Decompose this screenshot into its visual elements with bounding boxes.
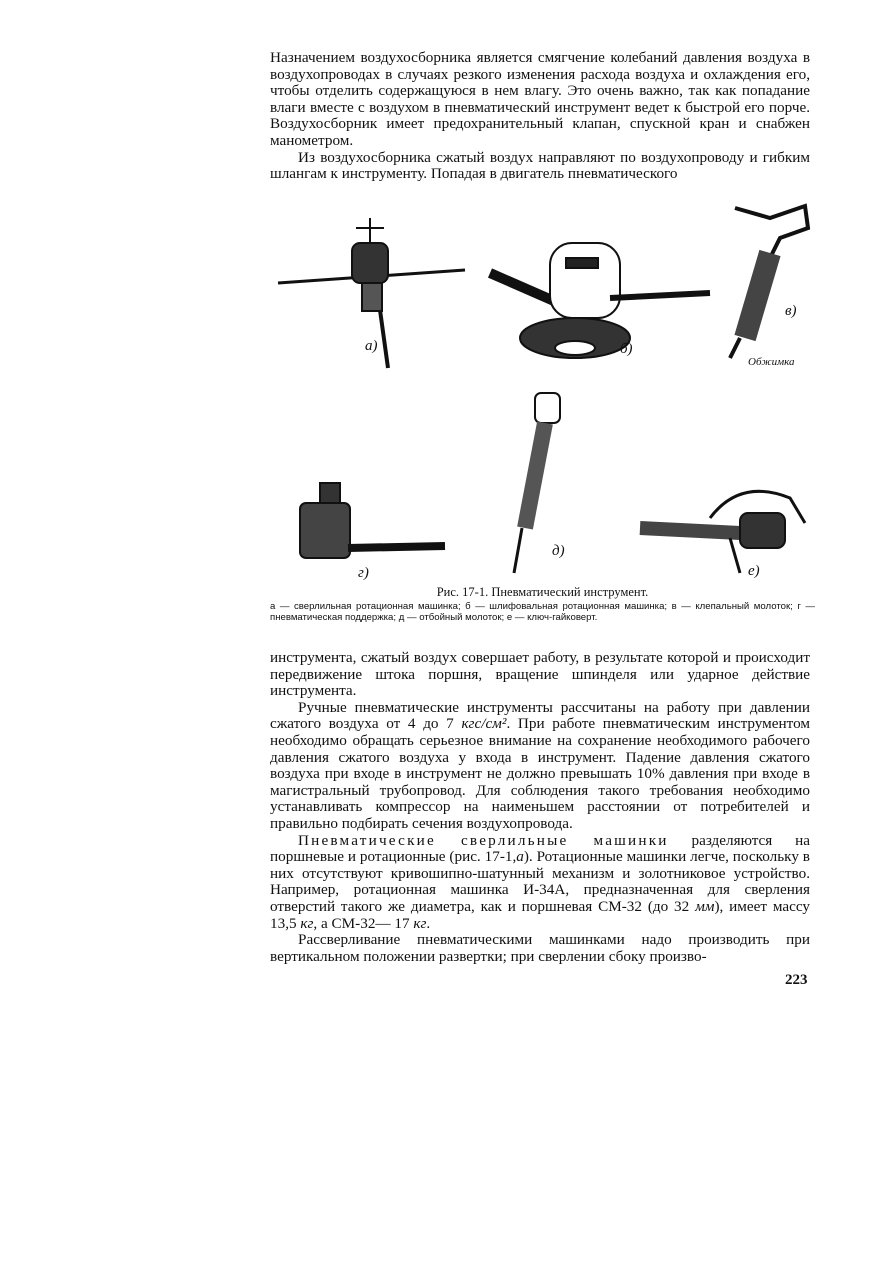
label-g: г) xyxy=(358,565,369,581)
top-text-block xyxy=(270,50,810,183)
label-a: а) xyxy=(365,338,378,354)
pressure-unit: кгс/см² xyxy=(461,715,507,733)
impact-wrench-drawing xyxy=(640,491,805,573)
drill-text-e: . xyxy=(426,914,431,932)
drill-text-c: ), имеет массу 13,5 xyxy=(270,897,810,932)
unit-mm: мм xyxy=(695,897,715,915)
label-e: е) xyxy=(748,563,760,579)
label-b: б) xyxy=(620,341,633,357)
paragraph-pressure xyxy=(270,700,810,833)
paragraph-reaming: Рассверливание пневматическими машинками надо производить при вертикальном положении развертки; при сверлении сбоку произво- xyxy=(270,931,810,965)
page-number: 223 xyxy=(785,972,808,988)
spaced-heading: Пневматические сверлильные машинки xyxy=(298,831,669,849)
drill-text-a: разделяются на поршневые и ротационные (рис. 17-1, xyxy=(270,831,811,866)
paragraph-instrument-work: инструмента, сжатый воздух совершает работу, в результате которой и происходит передвижение штока поршня, вращение шпинделя или ударное действие инструмента. xyxy=(270,649,810,700)
paragraph-air-supply: Из воздухосборника сжатый воздух направляют по воздухопроводу и гибким шлангам к инструменту. Попадая в двигатель пневматического xyxy=(270,148,810,183)
drill-text-d: , а СМ-32— 17 xyxy=(313,914,414,932)
figure-legend: а — сверлильная ротационная машинка; б — шлифовальная ротационная машинка; в — клепальный молоток; г — пневматическая поддержка; д — отбойный молоток; е — ключ-гайковерт. xyxy=(270,601,815,623)
figure-caption: Рис. 17-1. Пневматический инструмент. xyxy=(436,585,649,599)
tools-illustration xyxy=(270,198,815,588)
drill-text-b: ). Ротационные машинки легче, поскольку в них отсутствуют кривошипно-шатунный механизм и золотниковое устройство. Например, ротационная машинка И-34А, предназначенная для сверления отверстий такого же диаметра, как и поршневая СМ-32 (до 32 xyxy=(270,848,810,915)
paragraph-drill-machines xyxy=(270,833,810,933)
figure-pneumatic-tools xyxy=(270,198,815,588)
pneumatic-holder-drawing xyxy=(300,483,445,558)
pressure-text-start: Ручные пневматические инструменты рассчитаны на работу при давлении сжатого воздуха от 4 до 7 xyxy=(270,698,810,733)
fig-ref-letter: а xyxy=(516,848,524,866)
unit-kg-2: кг xyxy=(413,914,427,932)
label-v: в) xyxy=(785,303,797,319)
label-obzhimka: Обжимка xyxy=(748,356,795,368)
unit-kg-1: кг xyxy=(300,914,314,932)
label-d: д) xyxy=(552,543,565,559)
paragraph-air-receiver: Назначением воздухосборника является смягчение колебаний давления воздуха в воздухопроводах в случаях резкого изменения расхода воздуха и охлаждения его, чтобы отделить содержащуюся в нем влагу. Это очень важно, так как попадание влаги вместе с воздухом в пневматический инструмент ведет к быстрой его порче. Воздухосборник имеет предохранительный клапан, спускной кран и снабжен манометром. xyxy=(270,49,810,149)
pressure-text-end: . При работе пневматическим инструментом необходимо обращать серьезное внимание на сохранение необходимого рабочего давления сжатого воздуха у входа в инструмент. Падение давления сжатого воздуха при входе в инструмент не должно превышать 10% давления при входе в магистральный трубопровод. Для соблюдения такого требования необходимо устанавливать компрессор на наименьшем расстоянии от потребителей и правильно подбирать сечения воздухопровода. xyxy=(270,715,811,832)
riveting-hammer-drawing xyxy=(730,206,808,358)
grinder-tool-drawing xyxy=(490,243,710,358)
bottom-text-block xyxy=(270,650,810,965)
